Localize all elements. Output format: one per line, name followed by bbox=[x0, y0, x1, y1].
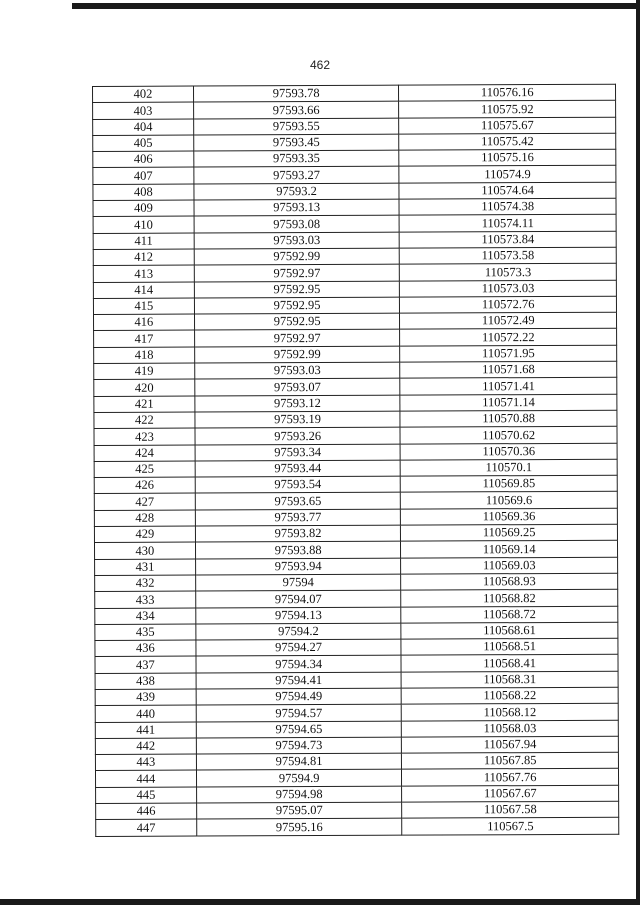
y-coordinate-cell: 110572.49 bbox=[400, 312, 617, 329]
point-number-cell: 440 bbox=[95, 705, 196, 722]
point-number-cell: 416 bbox=[93, 314, 194, 331]
y-coordinate-cell: 110574.38 bbox=[399, 198, 616, 215]
x-coordinate-cell: 97593.78 bbox=[193, 85, 399, 102]
x-coordinate-cell: 97594.13 bbox=[196, 607, 402, 624]
y-coordinate-cell: 110568.41 bbox=[401, 655, 618, 672]
y-coordinate-cell: 110568.22 bbox=[402, 687, 619, 704]
point-number-cell: 428 bbox=[94, 510, 195, 527]
y-coordinate-cell: 110567.67 bbox=[402, 785, 619, 802]
point-number-cell: 406 bbox=[93, 151, 194, 168]
y-coordinate-cell: 110567.76 bbox=[402, 769, 619, 786]
x-coordinate-cell: 97592.95 bbox=[194, 281, 400, 298]
x-coordinate-cell: 97594.9 bbox=[196, 770, 402, 787]
point-number-cell: 410 bbox=[93, 216, 194, 233]
y-coordinate-cell: 110568.72 bbox=[401, 606, 618, 623]
y-coordinate-cell: 110572.22 bbox=[400, 329, 617, 346]
point-number-cell: 420 bbox=[94, 379, 195, 396]
y-coordinate-cell: 110568.82 bbox=[401, 589, 618, 606]
coordinates-table-body bbox=[93, 84, 619, 836]
point-number-cell: 418 bbox=[94, 347, 195, 364]
x-coordinate-cell: 97593.26 bbox=[195, 427, 401, 444]
coordinates-table bbox=[92, 84, 619, 837]
x-coordinate-cell: 97594 bbox=[195, 574, 401, 591]
point-number-cell: 419 bbox=[94, 363, 195, 380]
point-number-cell: 415 bbox=[93, 298, 194, 315]
y-coordinate-cell: 110568.12 bbox=[402, 703, 619, 720]
y-coordinate-cell: 110568.51 bbox=[401, 638, 618, 655]
x-coordinate-cell: 97595.16 bbox=[196, 819, 402, 836]
point-number-cell: 407 bbox=[93, 168, 194, 185]
y-coordinate-cell: 110569.03 bbox=[401, 557, 618, 574]
point-number-cell: 438 bbox=[95, 673, 196, 690]
point-number-cell: 437 bbox=[95, 656, 196, 673]
point-number-cell: 446 bbox=[96, 803, 197, 820]
point-number-cell: 434 bbox=[95, 608, 196, 625]
point-number-cell: 426 bbox=[94, 477, 195, 494]
top-scan-border bbox=[72, 3, 640, 9]
point-number-cell: 432 bbox=[95, 575, 196, 592]
y-coordinate-cell: 110575.92 bbox=[399, 101, 616, 118]
x-coordinate-cell: 97594.41 bbox=[196, 672, 402, 689]
x-coordinate-cell: 97592.99 bbox=[194, 248, 400, 265]
y-coordinate-cell: 110568.61 bbox=[401, 622, 618, 639]
x-coordinate-cell: 97593.07 bbox=[195, 379, 401, 396]
y-coordinate-cell: 110569.6 bbox=[401, 492, 618, 509]
point-number-cell: 439 bbox=[95, 689, 196, 706]
x-coordinate-cell: 97593.55 bbox=[193, 118, 399, 135]
x-coordinate-cell: 97594.65 bbox=[196, 721, 402, 738]
y-coordinate-cell: 110569.25 bbox=[401, 524, 618, 541]
y-coordinate-cell: 110567.85 bbox=[402, 752, 619, 769]
table-row bbox=[96, 818, 619, 837]
y-coordinate-cell: 110572.76 bbox=[400, 296, 617, 313]
y-coordinate-cell: 110571.95 bbox=[400, 345, 617, 362]
x-coordinate-cell: 97592.97 bbox=[194, 330, 400, 347]
x-coordinate-cell: 97593.88 bbox=[195, 541, 401, 558]
x-coordinate-cell: 97593.34 bbox=[195, 444, 401, 461]
x-coordinate-cell: 97595.07 bbox=[196, 802, 402, 819]
y-coordinate-cell: 110571.41 bbox=[400, 378, 617, 395]
y-coordinate-cell: 110569.14 bbox=[401, 541, 618, 558]
x-coordinate-cell: 97594.2 bbox=[196, 623, 402, 640]
point-number-cell: 436 bbox=[95, 640, 196, 657]
y-coordinate-cell: 110576.16 bbox=[399, 84, 616, 101]
y-coordinate-cell: 110573.3 bbox=[400, 263, 617, 280]
point-number-cell: 404 bbox=[93, 119, 194, 136]
point-number-cell: 430 bbox=[94, 542, 195, 559]
x-coordinate-cell: 97593.35 bbox=[194, 150, 400, 167]
point-number-cell: 417 bbox=[94, 331, 195, 348]
x-coordinate-cell: 97592.95 bbox=[194, 313, 400, 330]
point-number-cell: 424 bbox=[94, 445, 195, 462]
y-coordinate-cell: 110571.14 bbox=[400, 394, 617, 411]
y-coordinate-cell: 110573.03 bbox=[400, 280, 617, 297]
y-coordinate-cell: 110575.16 bbox=[399, 149, 616, 166]
x-coordinate-cell: 97594.07 bbox=[196, 590, 402, 607]
x-coordinate-cell: 97593.03 bbox=[195, 362, 401, 379]
x-coordinate-cell: 97593.45 bbox=[194, 134, 400, 151]
point-number-cell: 403 bbox=[93, 102, 194, 119]
y-coordinate-cell: 110575.67 bbox=[399, 117, 616, 134]
point-number-cell: 444 bbox=[95, 771, 196, 788]
y-coordinate-cell: 110570.1 bbox=[401, 459, 618, 476]
point-number-cell: 421 bbox=[94, 396, 195, 413]
point-number-cell: 443 bbox=[95, 754, 196, 771]
x-coordinate-cell: 97594.34 bbox=[196, 656, 402, 673]
x-coordinate-cell: 97594.73 bbox=[196, 737, 402, 754]
x-coordinate-cell: 97593.82 bbox=[195, 525, 401, 542]
point-number-cell: 422 bbox=[94, 412, 195, 429]
x-coordinate-cell: 97594.98 bbox=[196, 786, 402, 803]
point-number-cell: 433 bbox=[95, 591, 196, 608]
x-coordinate-cell: 97593.66 bbox=[193, 101, 399, 118]
point-number-cell: 429 bbox=[94, 526, 195, 543]
y-coordinate-cell: 110574.9 bbox=[399, 166, 616, 183]
point-number-cell: 441 bbox=[95, 722, 196, 739]
point-number-cell: 427 bbox=[94, 493, 195, 510]
y-coordinate-cell: 110574.11 bbox=[399, 215, 616, 232]
point-number-cell: 447 bbox=[96, 819, 197, 836]
y-coordinate-cell: 110568.93 bbox=[401, 573, 618, 590]
y-coordinate-cell: 110573.84 bbox=[400, 231, 617, 248]
y-coordinate-cell: 110567.58 bbox=[402, 801, 619, 818]
y-coordinate-cell: 110573.58 bbox=[400, 247, 617, 264]
point-number-cell: 402 bbox=[93, 86, 194, 103]
page-number: 462 bbox=[309, 58, 331, 72]
point-number-cell: 409 bbox=[93, 200, 194, 217]
x-coordinate-cell: 97593.2 bbox=[194, 183, 400, 200]
point-number-cell: 412 bbox=[93, 249, 194, 266]
y-coordinate-cell: 110570.88 bbox=[400, 410, 617, 427]
x-coordinate-cell: 97593.44 bbox=[195, 460, 401, 477]
y-coordinate-cell: 110575.42 bbox=[399, 133, 616, 150]
point-number-cell: 425 bbox=[94, 461, 195, 478]
y-coordinate-cell: 110574.64 bbox=[399, 182, 616, 199]
y-coordinate-cell: 110567.5 bbox=[402, 818, 619, 835]
x-coordinate-cell: 97594.81 bbox=[196, 753, 402, 770]
point-number-cell: 413 bbox=[93, 265, 194, 282]
y-coordinate-cell: 110570.62 bbox=[400, 426, 617, 443]
point-number-cell: 405 bbox=[93, 135, 194, 152]
point-number-cell: 442 bbox=[95, 738, 196, 755]
x-coordinate-cell: 97593.19 bbox=[195, 411, 401, 428]
point-number-cell: 408 bbox=[93, 184, 194, 201]
x-coordinate-cell: 97593.27 bbox=[194, 167, 400, 184]
x-coordinate-cell: 97594.57 bbox=[196, 704, 402, 721]
x-coordinate-cell: 97593.94 bbox=[195, 558, 401, 575]
point-number-cell: 445 bbox=[96, 787, 197, 804]
point-number-cell: 414 bbox=[93, 282, 194, 299]
x-coordinate-cell: 97593.08 bbox=[194, 216, 400, 233]
x-coordinate-cell: 97593.03 bbox=[194, 232, 400, 249]
x-coordinate-cell: 97592.99 bbox=[194, 346, 400, 363]
y-coordinate-cell: 110570.36 bbox=[400, 443, 617, 460]
x-coordinate-cell: 97592.95 bbox=[194, 297, 400, 314]
x-coordinate-cell: 97594.49 bbox=[196, 688, 402, 705]
point-number-cell: 423 bbox=[94, 428, 195, 445]
bottom-scan-border bbox=[0, 899, 640, 905]
right-scan-border bbox=[636, 0, 640, 905]
x-coordinate-cell: 97593.65 bbox=[195, 493, 401, 510]
point-number-cell: 411 bbox=[93, 233, 194, 250]
y-coordinate-cell: 110571.68 bbox=[400, 361, 617, 378]
point-number-cell: 431 bbox=[95, 559, 196, 576]
y-coordinate-cell: 110568.31 bbox=[401, 671, 618, 688]
point-number-cell: 435 bbox=[95, 624, 196, 641]
y-coordinate-cell: 110567.94 bbox=[402, 736, 619, 753]
y-coordinate-cell: 110569.85 bbox=[401, 475, 618, 492]
y-coordinate-cell: 110568.03 bbox=[402, 720, 619, 737]
x-coordinate-cell: 97593.77 bbox=[195, 509, 401, 526]
x-coordinate-cell: 97593.54 bbox=[195, 476, 401, 493]
x-coordinate-cell: 97594.27 bbox=[196, 639, 402, 656]
x-coordinate-cell: 97592.97 bbox=[194, 264, 400, 281]
x-coordinate-cell: 97593.12 bbox=[195, 395, 401, 412]
y-coordinate-cell: 110569.36 bbox=[401, 508, 618, 525]
x-coordinate-cell: 97593.13 bbox=[194, 199, 400, 216]
